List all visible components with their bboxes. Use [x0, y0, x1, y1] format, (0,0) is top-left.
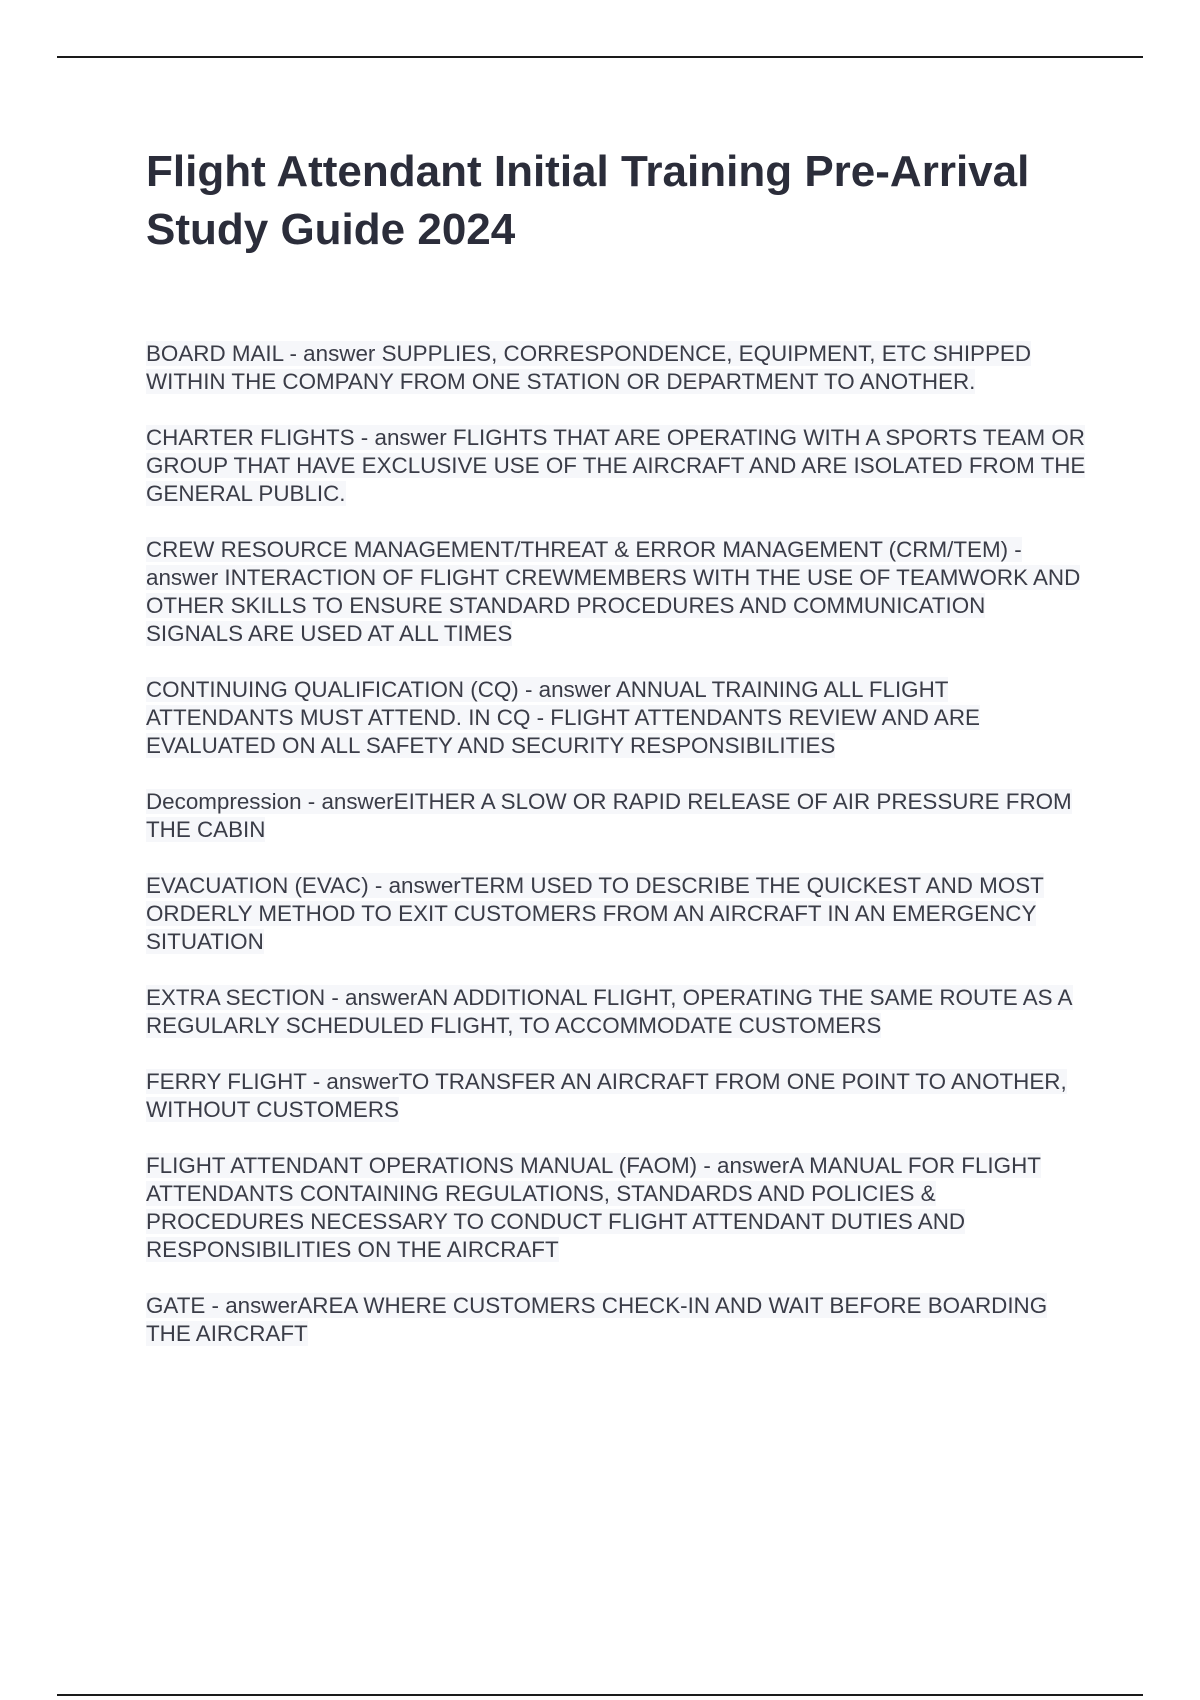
entry-text: EVACUATION (EVAC) - answerTERM USED TO DESCRIBE THE QUICKEST AND MOST ORDERLY METHOD TO EXIT CUSTOMERS FROM AN AIRCRAFT IN AN EMERGENCY SITUATION [146, 873, 1044, 954]
glossary-entry [146, 1068, 1086, 1124]
glossary-entry [146, 676, 1086, 760]
entry-text: FERRY FLIGHT - answerTO TRANSFER AN AIRCRAFT FROM ONE POINT TO ANOTHER, WITHOUT CUSTOMERS [146, 1069, 1067, 1122]
glossary-entry [146, 1152, 1086, 1264]
glossary-entry [146, 1292, 1086, 1348]
entry-text: CHARTER FLIGHTS - answer FLIGHTS THAT ARE OPERATING WITH A SPORTS TEAM OR GROUP THAT HAVE EXCLUSIVE USE OF THE AIRCRAFT AND ARE ISOLATED FROM THE GENERAL PUBLIC. [146, 425, 1086, 506]
glossary-entry [146, 536, 1086, 648]
entry-text: BOARD MAIL - answer SUPPLIES, CORRESPONDENCE, EQUIPMENT, ETC SHIPPED WITHIN THE COMPANY FROM ONE STATION OR DEPARTMENT TO ANOTHER. [146, 341, 1032, 394]
glossary-entry [146, 788, 1086, 844]
entry-text: CONTINUING QUALIFICATION (CQ) - answer ANNUAL TRAINING ALL FLIGHT ATTENDANTS MUST ATTEND. IN CQ - FLIGHT ATTENDANTS REVIEW AND ARE EVALUATED ON ALL SAFETY AND SECURITY RESPONSIBILITIES [146, 677, 980, 758]
top-divider [57, 56, 1143, 58]
entry-text: CREW RESOURCE MANAGEMENT/THREAT & ERROR MANAGEMENT (CRM/TEM) - answer INTERACTION OF FLIGHT CREWMEMBERS WITH THE USE OF TEAMWORK AND OTHER SKILLS TO ENSURE STANDARD PROCEDURES AND COMMUNICATION SIGNALS ARE USED AT ALL TIMES [146, 537, 1081, 646]
glossary-entry [146, 872, 1086, 956]
entry-text: EXTRA SECTION - answerAN ADDITIONAL FLIGHT, OPERATING THE SAME ROUTE AS A REGULARLY SCHEDULED FLIGHT, TO ACCOMMODATE CUSTOMERS [146, 985, 1073, 1038]
entry-text: GATE - answerAREA WHERE CUSTOMERS CHECK-IN AND WAIT BEFORE BOARDING THE AIRCRAFT [146, 1293, 1048, 1346]
document-title: Flight Attendant Initial Training Pre-Arrival Study Guide 2024 [146, 147, 1030, 254]
bottom-divider [57, 1694, 1143, 1696]
glossary-entry [146, 424, 1086, 508]
entry-text: FLIGHT ATTENDANT OPERATIONS MANUAL (FAOM) - answerA MANUAL FOR FLIGHT ATTENDANTS CONTAINING REGULATIONS, STANDARDS AND POLICIES & PROCEDURES NECESSARY TO CONDUCT FLIGHT ATTENDANT DUTIES AND RESPONSIBILITIES ON THE AIRCRAFT [146, 1153, 1041, 1262]
entry-text: Decompression - answerEITHER A SLOW OR RAPID RELEASE OF AIR PRESSURE FROM THE CABIN [146, 789, 1072, 842]
glossary-entry [146, 984, 1086, 1040]
glossary-entry [146, 340, 1086, 396]
glossary-list [146, 340, 1086, 1376]
